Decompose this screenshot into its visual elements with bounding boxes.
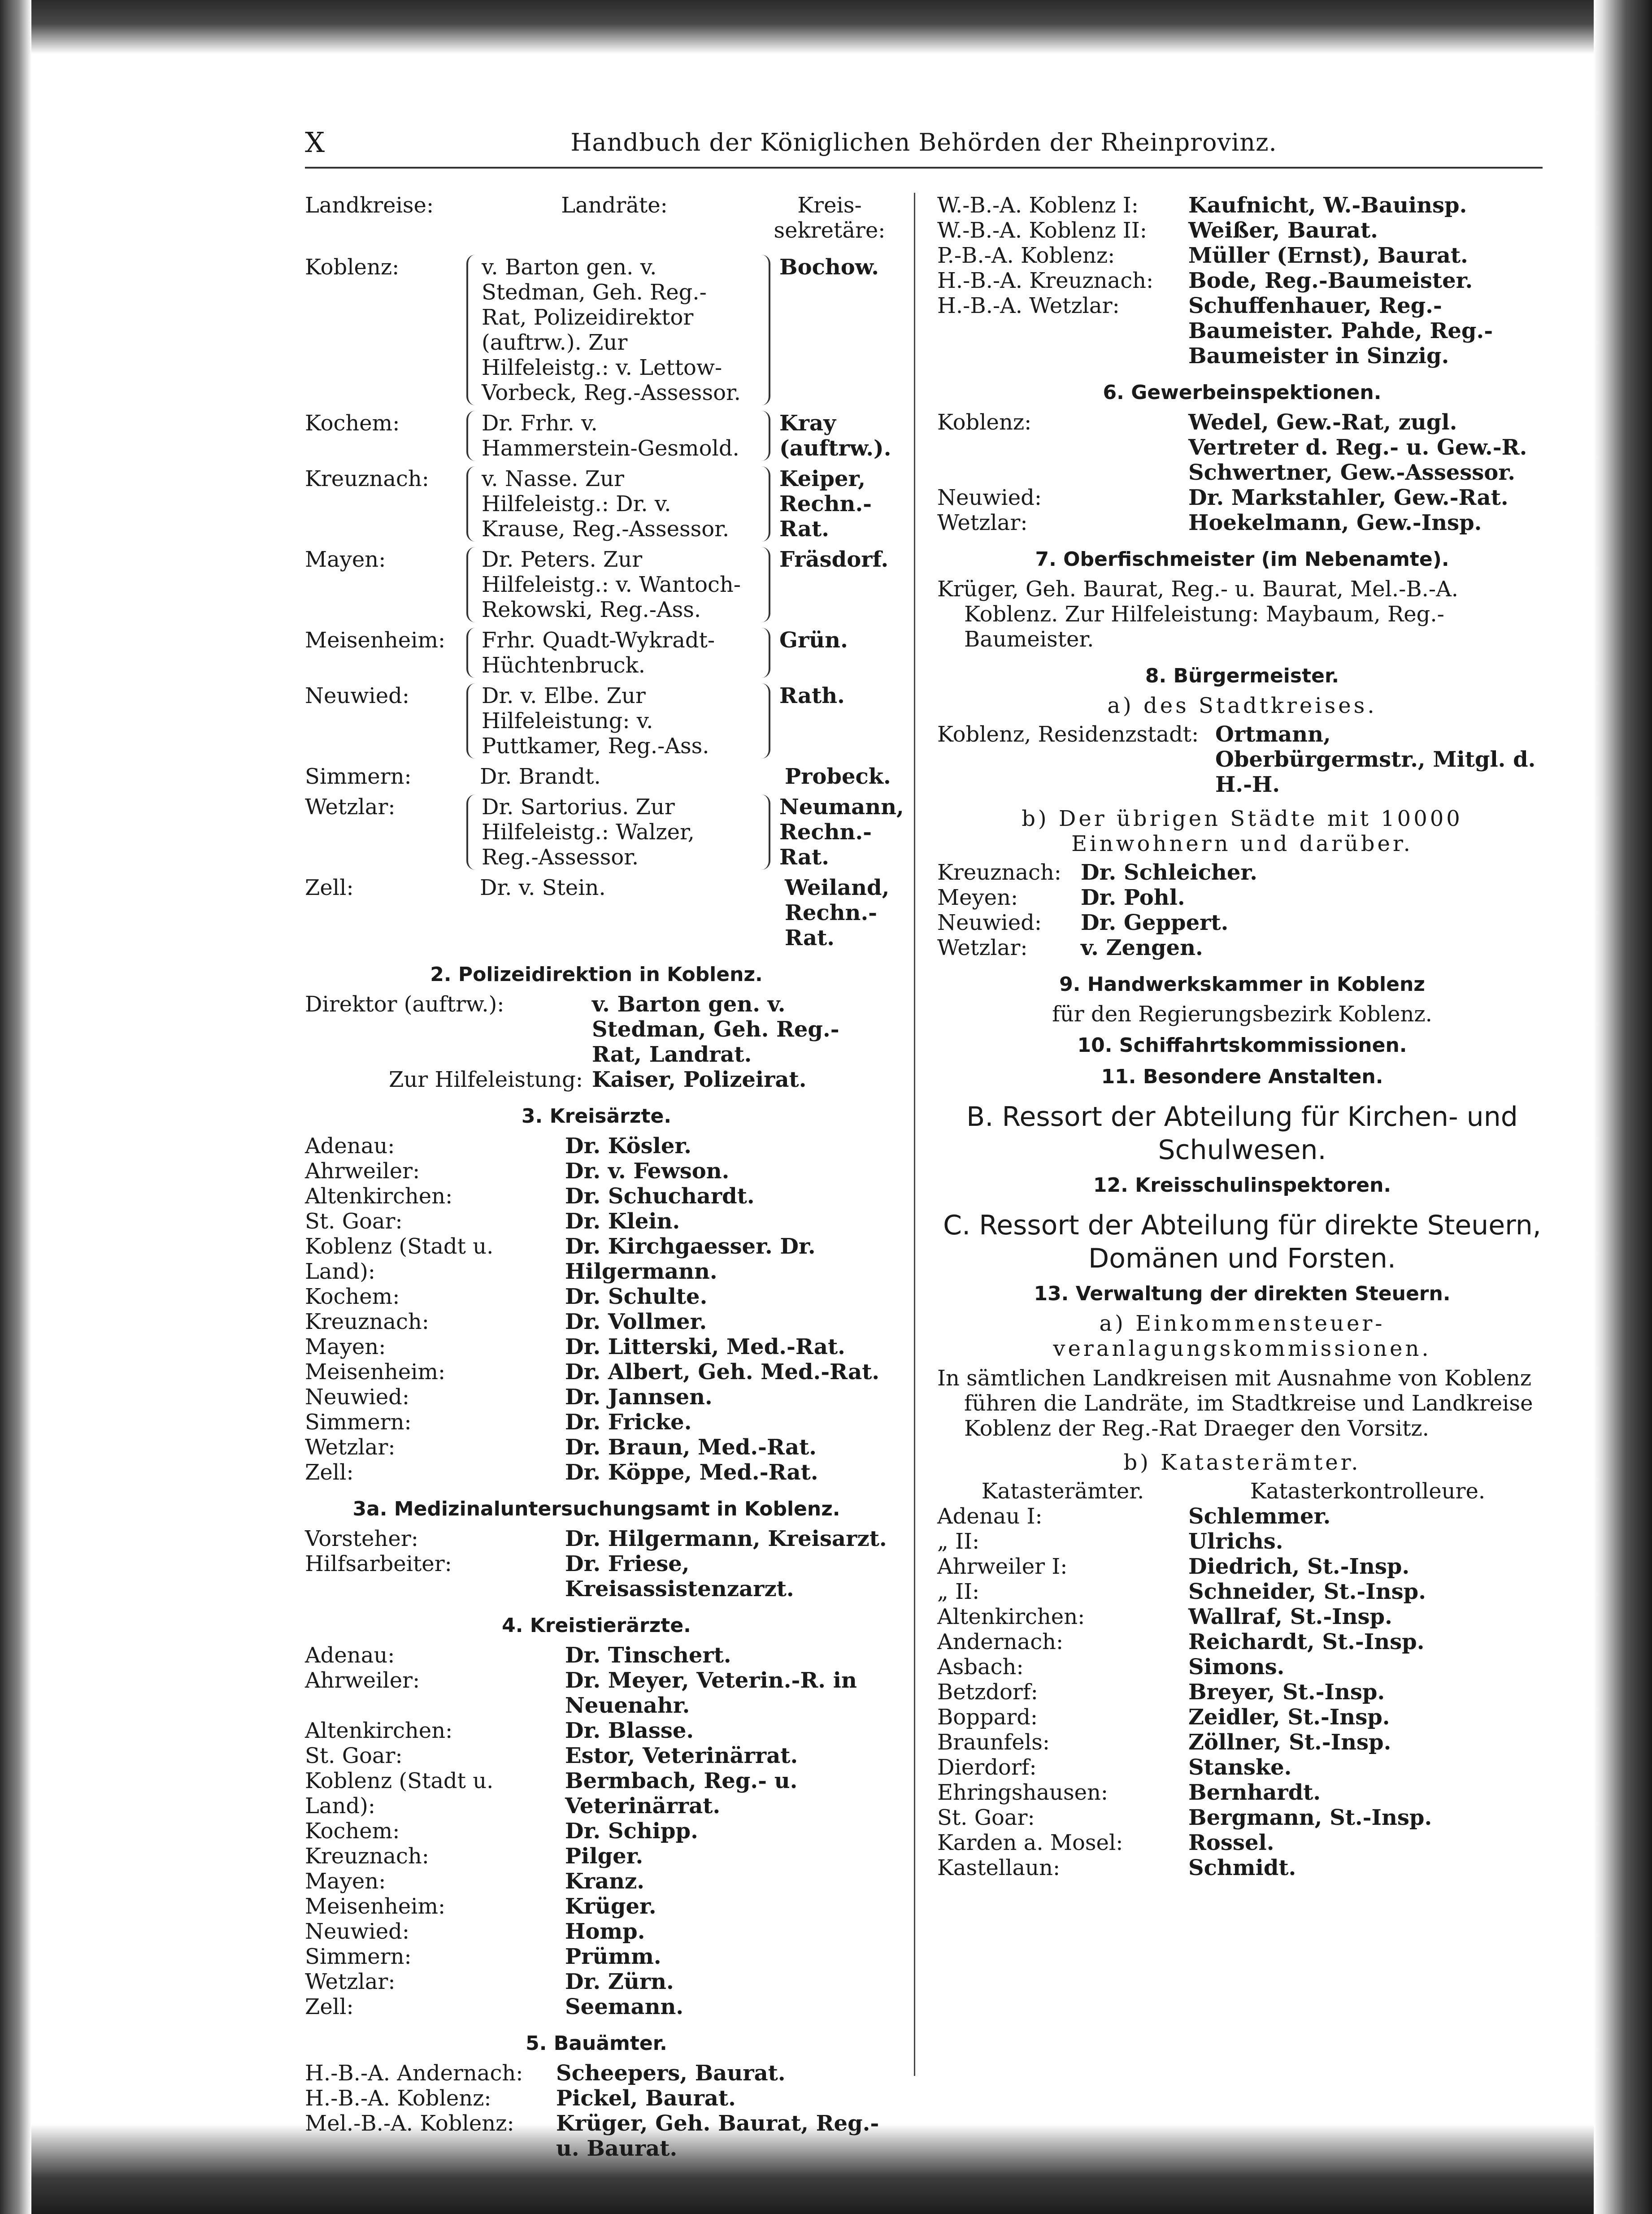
entry-label: St. Goar: (305, 1209, 403, 1234)
entry-row (937, 1629, 1547, 1654)
entry-row (305, 1460, 888, 1485)
sekretaer-entry: Keiper, Rechn.-Rat. (779, 466, 872, 542)
entry-row (937, 860, 1547, 885)
entry-row (305, 1334, 888, 1359)
entry-row (937, 293, 1547, 369)
entry-value: Dr. Pohl. (1081, 885, 1185, 910)
entry-value: Dr. Markstahler, Gew.-Rat. (1188, 485, 1509, 510)
entry-row (937, 935, 1547, 960)
column-divider (914, 193, 915, 2076)
entry-row (937, 1654, 1547, 1680)
entry-row (305, 1743, 888, 1768)
entry-value: Dr. Braun, Med.-Rat. (565, 1435, 817, 1460)
entry-row (937, 243, 1547, 268)
entry-value: Müller (Ernst), Baurat. (1188, 243, 1468, 268)
entry-label: Kastellaun: (937, 1855, 1061, 1880)
entry-value: Kaiser, Polizeirat. (592, 1067, 807, 1092)
entry-value: Dr. Kösler. (565, 1133, 691, 1159)
entry-value: Dr. Hilgermann, Kreisarzt. (565, 1526, 887, 1551)
entry-label: H.-B.-A. Kreuznach: (937, 268, 1154, 293)
entry-label: Altenkirchen: (305, 1718, 453, 1743)
entry-row (305, 1385, 888, 1410)
right-column (937, 193, 1547, 1880)
landkreis-row (305, 794, 904, 870)
landrat-entry: Dr. Frhr. v. Hammerstein-Gesmold. (466, 411, 770, 461)
landraete-header: Landräte: (561, 193, 668, 218)
entry-value: Prümm. (565, 1944, 661, 1969)
entry-value: Dr. Schulte. (565, 1284, 708, 1309)
entry-value: Reichardt, St.-Insp. (1188, 1629, 1425, 1654)
entry-row (305, 1284, 888, 1309)
entry-row (305, 1133, 888, 1159)
section-heading: 11. Besondere Anstalten. (1101, 1065, 1383, 1088)
entry-label: Hilfsarbeiter: (305, 1551, 452, 1576)
entry-label: Kreuznach: (305, 1309, 429, 1334)
entry-value: Schuffenhauer, Reg.-Baumeister. Pahde, Reg.-Baumeister in Sinzig. (1188, 293, 1493, 369)
entry-value: Dr. Geppert. (1081, 910, 1229, 935)
entry-label: Zur Hilfeleistung: (389, 1067, 583, 1092)
entry-row (305, 1234, 888, 1284)
landkreis-name: Koblenz: (305, 255, 400, 280)
entry-value: Stanske. (1188, 1755, 1292, 1780)
entry-value: Bode, Reg.-Baumeister. (1188, 268, 1473, 293)
entry-value: Pilger. (565, 1844, 643, 1869)
entry-label: Mayen: (305, 1334, 386, 1359)
entry-row (305, 1643, 888, 1668)
entry-value: Zeidler, St.-Insp. (1188, 1705, 1390, 1730)
entry-label: Meisenheim: (305, 1894, 446, 1919)
entry-value: Dr. Kirchgaesser. Dr. Hilgermann. (565, 1234, 816, 1284)
entry-label: „ II: (937, 1579, 980, 1604)
entry-label: Neuwied: (937, 910, 1042, 935)
entry-label: St. Goar: (937, 1805, 1035, 1830)
entry-label: Adenau I: (937, 1504, 1043, 1529)
entry-row (937, 1579, 1547, 1604)
entry-row (305, 1159, 888, 1184)
landkreis-name: Meisenheim: (305, 628, 446, 653)
landkreis-name: Mayen: (305, 547, 386, 572)
landkreis-row (305, 255, 888, 405)
section-heading: 10. Schiffahrtskommissionen. (1077, 1034, 1407, 1057)
entry-value: Dr. Köppe, Med.-Rat. (565, 1460, 818, 1485)
subsection-heading: a) des Stadtkreises. (1107, 693, 1377, 718)
entry-value: Schlemmer. (1188, 1504, 1331, 1529)
entry-value: Homp. (565, 1919, 645, 1944)
sekretaer-entry: Kray (auftrw.). (779, 411, 891, 461)
entry-row (305, 1894, 888, 1919)
entry-label: Ahrweiler I: (937, 1554, 1068, 1579)
entry-label: Direktor (auftrw.): (305, 992, 504, 1017)
entry-row (305, 1718, 888, 1743)
entry-row (937, 410, 1547, 485)
entry-label: St. Goar: (305, 1743, 403, 1768)
entry-row (937, 1554, 1547, 1579)
landrat-entry: Dr. v. Elbe. Zur Hilfeleistung: v. Puttkamer, Reg.-Ass. (466, 683, 770, 759)
entry-label: Kreuznach: (305, 1844, 429, 1869)
entry-value: Simons. (1188, 1654, 1285, 1680)
entry-row (305, 1410, 888, 1435)
landkreis-row (305, 628, 888, 678)
entry-row (305, 1359, 888, 1385)
entry-label: Kochem: (305, 1284, 400, 1309)
entry-row (305, 1184, 888, 1209)
landkreis-row (305, 875, 888, 951)
entry-row (305, 1309, 888, 1334)
entry-value: Bergmann, St.-Insp. (1188, 1805, 1432, 1830)
entry-label: P.-B.-A. Koblenz: (937, 243, 1115, 268)
entry-value: Dr. Meyer, Veterin.-R. in Neuenahr. (565, 1668, 857, 1718)
entry-value: Dr. Schipp. (565, 1819, 698, 1844)
entry-row (305, 1969, 888, 1994)
entry-value: Dr. Klein. (565, 1209, 680, 1234)
entry-value: Dr. Tinschert. (565, 1643, 731, 1668)
entry-label: Vorsteher: (305, 1526, 418, 1551)
landrat-entry: Dr. v. Stein. (480, 875, 606, 900)
landkreis-name: Kochem: (305, 411, 400, 436)
entry-row (305, 1994, 888, 2019)
entry-value: Kranz. (565, 1869, 644, 1894)
entry-label: Zell: (305, 1994, 354, 2019)
entry-row (937, 193, 1547, 218)
entry-value: Ulrichs. (1188, 1529, 1283, 1554)
entry-row (305, 1209, 888, 1234)
entry-label: Koblenz (Stadt u. Land): (305, 1768, 494, 1819)
entry-label: Adenau: (305, 1643, 395, 1668)
entry-row (937, 910, 1547, 935)
document-page (305, 126, 1543, 2161)
entry-label: Wetzlar: (305, 1969, 396, 1994)
entry-label: Kochem: (305, 1819, 400, 1844)
entry-label: Ahrweiler: (305, 1159, 420, 1184)
section-heading: 6. Gewerbeinspektionen. (1103, 381, 1382, 404)
entry-value: v. Zengen. (1081, 935, 1203, 960)
entry-row (937, 885, 1547, 910)
entry-row (305, 2111, 888, 2161)
entry-row (937, 1504, 1547, 1529)
entry-value: Schmidt. (1188, 1855, 1296, 1880)
sekretaer-entry: Bochow. (779, 255, 879, 280)
entry-value: Krüger, Geh. Baurat, Reg.- u. Baurat. (556, 2111, 879, 2161)
buergermeister-list (937, 860, 1547, 960)
sekretaer-entry: Fräsdorf. (779, 547, 889, 572)
entry-label: Meyen: (937, 885, 1018, 910)
entry-label: Koblenz (Stadt u. Land): (305, 1234, 494, 1284)
subsection-heading: a) Einkommensteuer-veranlagungskommissionen. (1053, 1311, 1431, 1361)
entry-row (305, 1919, 888, 1944)
bauaemter-list (305, 2061, 888, 2161)
entry-value: Dr. Jannsen. (565, 1385, 713, 1410)
entry-label: Neuwied: (305, 1385, 410, 1410)
entry-label: H.-B.-A. Andernach: (305, 2061, 523, 2086)
entry-value: Bernhardt. (1188, 1780, 1321, 1805)
entry-label: Wetzlar: (937, 510, 1028, 535)
landkreis-name: Kreuznach: (305, 466, 429, 491)
section-heading: 2. Polizeidirektion in Koblenz. (430, 963, 763, 986)
entry-value: Kaufnicht, W.-Bauinsp. (1188, 193, 1467, 218)
scan-edge-right (1594, 0, 1652, 2214)
landkreis-name: Neuwied: (305, 683, 410, 708)
entry-label: Ahrweiler: (305, 1668, 420, 1693)
entry-label: Boppard: (937, 1705, 1038, 1730)
subsection-heading: für den Regierungsbezirk Koblenz. (1052, 1002, 1432, 1027)
page-title: Handbuch der Königlichen Behörden der Rheinprovinz. (570, 128, 1277, 156)
landkreis-row (305, 547, 888, 622)
vorsitz-text: In sämtlichen Landkreisen mit Ausnahme von Koblenz führen die Landräte, im Stadtkreise und Landkreise Koblenz der Reg.-Rat Draeger den Vorsitz. (937, 1366, 1533, 1441)
entry-value: Diedrich, St.-Insp. (1188, 1554, 1410, 1579)
landkreis-row (305, 466, 888, 542)
entry-value: Dr. Zürn. (565, 1969, 674, 1994)
entry-row (937, 1705, 1547, 1730)
header-rule (305, 167, 1543, 169)
entry-value: Scheepers, Baurat. (556, 2061, 786, 2086)
section-heading: 9. Handwerkskammer in Koblenz (1059, 973, 1425, 996)
entry-value: Wallraf, St.-Insp. (1188, 1604, 1392, 1629)
entry-label: H.-B.-A. Koblenz: (305, 2086, 491, 2111)
entry-value: Dr. Albert, Geh. Med.-Rat. (565, 1359, 880, 1385)
entry-row (305, 1551, 888, 1602)
entry-row (937, 722, 1547, 797)
section-heading: 3a. Medizinaluntersuchungsamt in Koblenz. (352, 1498, 840, 1520)
kontrolleure-header: Katasterkontrolleure. (1250, 1479, 1486, 1504)
entry-row (937, 1529, 1547, 1554)
left-column (305, 193, 904, 2161)
landrat-entry: v. Nasse. Zur Hilfeleistg.: Dr. v. Krause, Reg.-Assessor. (466, 466, 770, 542)
kataster-header-row (937, 1479, 1547, 1504)
kataster-list (937, 1504, 1547, 1880)
entry-value: Dr. Vollmer. (565, 1309, 707, 1334)
entry-label: H.-B.-A. Wetzlar: (937, 293, 1120, 318)
entry-row (305, 1819, 888, 1844)
entry-row (937, 485, 1547, 510)
entry-row (937, 1855, 1547, 1880)
entry-label: Dierdorf: (937, 1755, 1037, 1780)
landrat-entry: v. Barton gen. v. Stedman, Geh. Reg.-Rat, Polizeidirektor (auftrw.). Zur Hilfeleistg.: v. Lettow-Vorbeck, Reg.-Assessor. (466, 255, 770, 405)
entry-value: Dr. Blasse. (565, 1718, 694, 1743)
section-heading: 5. Bauämter. (526, 2032, 667, 2055)
landkreis-name: Simmern: (305, 764, 412, 789)
entry-row (937, 1730, 1547, 1755)
entry-row (937, 1604, 1547, 1629)
entry-row (937, 1680, 1547, 1705)
landkreis-row (305, 411, 891, 461)
entry-label: Wetzlar: (937, 935, 1028, 960)
entry-value: Wedel, Gew.-Rat, zugl. Vertreter d. Reg.- u. Gew.-R. Schwertner, Gew.-Assessor. (1188, 410, 1527, 485)
entry-value: Dr. Schleicher. (1081, 860, 1257, 885)
entry-label: W.-B.-A. Koblenz I: (937, 193, 1139, 218)
sekretaer-entry: Grün. (779, 628, 848, 653)
section-heading: 4. Kreistierärzte. (502, 1614, 691, 1637)
landrat-entry: Dr. Peters. Zur Hilfeleistg.: v. Wantoch-Rekowski, Reg.-Ass. (466, 547, 770, 622)
entry-value: v. Barton gen. v. Stedman, Geh. Reg.-Rat, Landrat. (592, 992, 839, 1067)
entry-row (937, 268, 1547, 293)
section-heading: 3. Kreisärzte. (521, 1105, 672, 1128)
entry-label: W.-B.-A. Koblenz II: (937, 218, 1147, 243)
gewerbe-list (937, 410, 1547, 535)
entry-row (305, 1435, 888, 1460)
entry-label: „ II: (937, 1529, 980, 1554)
landrat-entry: Frhr. Quadt-Wykradt-Hüchtenbruck. (466, 628, 770, 678)
landkreis-name: Wetzlar: (305, 794, 396, 820)
entry-value: Pickel, Baurat. (556, 2086, 736, 2111)
entry-row (305, 1844, 888, 1869)
entry-row (305, 2061, 888, 2086)
scan-edge-top (0, 0, 1652, 54)
sekretaer-entry: Weiland, Rechn.-Rat. (785, 875, 890, 951)
entry-label: Mel.-B.-A. Koblenz: (305, 2111, 514, 2136)
subsection-heading: b) Katasterämter. (1123, 1450, 1361, 1475)
entry-row (305, 1944, 888, 1969)
entry-row (305, 1067, 888, 1092)
page-number: X (305, 126, 325, 159)
page-header (305, 126, 1543, 161)
section-heading: 8. Bürgermeister. (1145, 664, 1339, 687)
entry-value: Dr. Schuchardt. (565, 1184, 755, 1209)
entry-value: Rossel. (1188, 1830, 1274, 1855)
entry-label: Koblenz: (937, 410, 1032, 435)
ressort-c-heading: C. Ressort der Abteilung für direkte Steuern, Domänen und Forsten. (943, 1210, 1541, 1274)
entry-value: Weißer, Baurat. (1188, 218, 1378, 243)
entry-value: Seemann. (565, 1994, 684, 2019)
entry-label: Altenkirchen: (305, 1184, 453, 1209)
entry-row (937, 1755, 1547, 1780)
entry-value: Dr. Litterski, Med.-Rat. (565, 1334, 845, 1359)
entry-label: Zell: (305, 1460, 354, 1485)
landrat-entry: Dr. Brandt. (480, 764, 601, 789)
sekretaer-entry: Probeck. (785, 764, 891, 789)
entry-row (937, 1805, 1547, 1830)
entry-value: Zöllner, St.-Insp. (1188, 1730, 1391, 1755)
entry-value: Breyer, St.-Insp. (1188, 1680, 1385, 1705)
entry-label: Neuwied: (937, 485, 1042, 510)
entry-value: Bermbach, Reg.- u. Veterinärrat. (565, 1768, 798, 1819)
entry-label: Meisenheim: (305, 1359, 446, 1385)
landkreis-row (305, 683, 888, 759)
entry-label: Asbach: (937, 1654, 1024, 1680)
kreisaerzte-list (305, 1133, 888, 1485)
entry-row (305, 1526, 888, 1551)
entry-label: Simmern: (305, 1944, 412, 1969)
entry-row (305, 2086, 888, 2111)
tieraerzte-list (305, 1643, 888, 2019)
entry-label: Neuwied: (305, 1919, 410, 1944)
entry-label: Adenau: (305, 1133, 395, 1159)
entry-value: Dr. v. Fewson. (565, 1159, 730, 1184)
entry-value: Schneider, St.-Insp. (1188, 1579, 1426, 1604)
oberfischmeister-text: Krüger, Geh. Baurat, Reg.- u. Baurat, Mel.-B.-A. Koblenz. Zur Hilfeleistung: Maybaum, Reg.-Baumeister. (937, 577, 1459, 652)
entry-label: Wetzlar: (305, 1435, 396, 1460)
landkreis-row (305, 764, 891, 789)
entry-label: Kreuznach: (937, 860, 1061, 885)
section-heading: 13. Verwaltung der direkten Steuern. (1034, 1282, 1451, 1305)
entry-row (937, 218, 1547, 243)
entry-row (937, 510, 1547, 535)
section-heading: 12. Kreisschulinspektoren. (1093, 1174, 1391, 1197)
entry-row (305, 1768, 888, 1819)
entry-label: Ehringshausen: (937, 1780, 1109, 1805)
entry-value: Hoekelmann, Gew.-Insp. (1188, 510, 1482, 535)
section-heading: 7. Oberfischmeister (im Nebenamte). (1035, 548, 1449, 571)
landkreis-name: Zell: (305, 875, 354, 900)
sekretaer-entry: Neumann, Rechn.-Rat. (779, 794, 904, 870)
sekretaere-header: Kreis-sekretäre: (774, 193, 886, 243)
entry-label: Koblenz, Residenzstadt: (937, 722, 1199, 747)
entry-value: Dr. Fricke. (565, 1410, 692, 1435)
entry-label: Andernach: (937, 1629, 1064, 1654)
entry-value: Dr. Friese, Kreisassistenzarzt. (565, 1551, 794, 1602)
landkreise-header-row (305, 193, 888, 243)
entry-value: Estor, Veterinärrat. (565, 1743, 798, 1768)
ressort-b-heading: B. Ressort der Abteilung für Kirchen- und Schulwesen. (966, 1101, 1518, 1166)
entry-row (305, 1668, 888, 1718)
entry-row (937, 1830, 1547, 1855)
landrat-entry: Dr. Sartorius. Zur Hilfeleistg.: Walzer, Reg.-Assessor. (466, 794, 770, 870)
entry-label: Altenkirchen: (937, 1604, 1085, 1629)
entry-label: Braunfels: (937, 1730, 1050, 1755)
bauaemter-list-continued (937, 193, 1547, 369)
entry-row (305, 1869, 888, 1894)
entry-label: Karden a. Mosel: (937, 1830, 1123, 1855)
entry-value: Krüger. (565, 1894, 656, 1919)
entry-value: Ortmann, Oberbürgermstr., Mitgl. d. H.-H. (1215, 722, 1536, 797)
entry-row (305, 992, 888, 1067)
entry-label: Betzdorf: (937, 1680, 1038, 1705)
subsection-heading: b) Der übrigen Städte mit 10000 Einwohnern und darüber. (1022, 806, 1463, 856)
scan-edge-left (0, 0, 31, 2214)
sekretaer-entry: Rath. (779, 683, 845, 708)
landkreise-header: Landkreise: (305, 193, 434, 218)
medizinal-list (305, 1526, 888, 1602)
kataster-header: Katasterämter. (981, 1479, 1144, 1504)
entry-row (937, 1780, 1547, 1805)
entry-label: Simmern: (305, 1410, 412, 1435)
entry-label: Mayen: (305, 1869, 386, 1894)
